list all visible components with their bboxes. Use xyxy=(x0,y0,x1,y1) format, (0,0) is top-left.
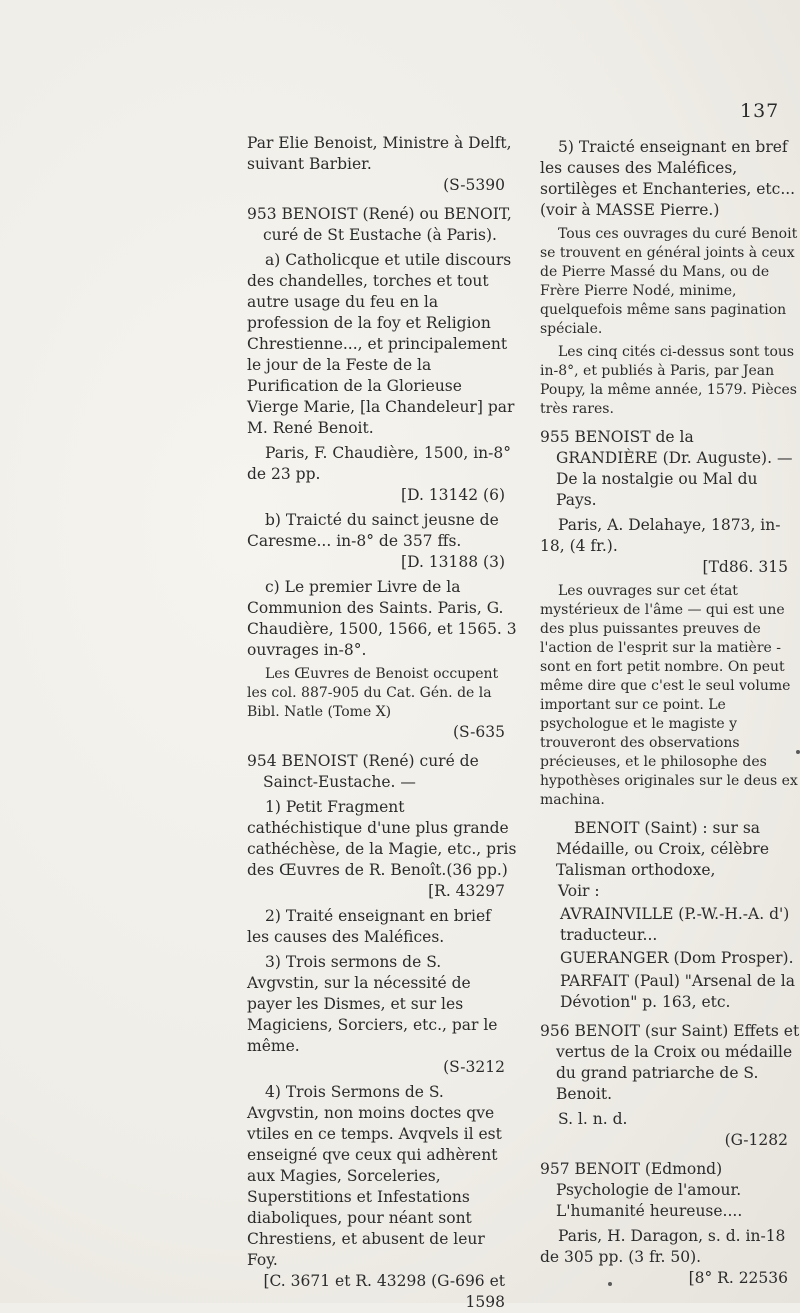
entry-954-note-1: Tous ces ouvrages du curé Benoit se trouvent en général joints à ceux de Pierre Massé du Mans, ou de Frère Pierre Nodé, minime, quelquefois même sans pagination spéciale. xyxy=(540,226,798,337)
reference: [Td86. 315 xyxy=(702,558,788,576)
reference: [D. 13188 (3) xyxy=(401,553,505,571)
entry-957-imprint: Paris, H. Daragon, s. d. in-18 de 305 pp. (3 fr. 50). xyxy=(540,1227,786,1266)
entry-955-imprint: Paris, A. Delahaye, 1873, in-18, (4 fr.). xyxy=(540,516,781,555)
reference: (S-5390 xyxy=(443,176,505,194)
entry-954-5: 5) Traicté enseignant en bref les causes des Maléfices, sortilèges et Enchanteries, etc... (voir à MASSE Pierre.) xyxy=(540,138,796,219)
reference: (G-1282 xyxy=(724,1131,788,1149)
cross-reference: GUERANGER (Dom Prosper). xyxy=(560,949,794,967)
entry-953-heading: 953 BENOIST (René) ou BENOIT, curé de St Eustache (à Paris). xyxy=(247,205,512,244)
reference: [R. 43297 xyxy=(428,882,505,900)
entry-953-b: b) Traicté du sainct jeusne de Caresme... in-8° de 357 ffs. xyxy=(247,511,499,550)
entry-954-2: 2) Traité enseignant en brief les causes des Maléfices. xyxy=(247,907,491,946)
entry-953-c: c) Le premier Livre de la Communion des Saints. Paris, G. Chaudière, 1500, 1566, et 1565. 3 ouvrages in-8°. xyxy=(247,578,517,659)
page-speck xyxy=(796,750,800,754)
right-column xyxy=(540,133,800,1289)
entry-956-imprint: S. l. n. d. xyxy=(558,1110,628,1128)
entry-954-4: 4) Trois Sermons de S. Avgvstin, non moins doctes qve vtiles en ce temps. Avqvels il est enseigné qve ceux qui adhèrent aux Magies, Sorceleries, Superstitions et Infestations diaboliques, pour néant sont Chrestiens, et abusent de leur Foy. xyxy=(247,1083,502,1269)
entry-953-note: Les Œuvres de Benoist occupent les col. 887-905 du Cat. Gén. de la Bibl. Natle (Tome X) xyxy=(247,666,499,720)
reference: (S-3212 xyxy=(443,1058,505,1076)
reference: [D. 13142 (6) xyxy=(401,486,505,504)
entry-953-a: a) Catholicque et utile discours des chandelles, torches et tout autre usage du feu en la profession de la foy et Religion Chrestienne..., et principalement le jour de la Feste de la Purification de la Glorieuse Vierge Marie, [la Chandeleur] par M. René Benoit. xyxy=(247,251,515,437)
entry-955-note: Les ouvrages sur cet état mystérieux de l'âme — qui est une des plus puissantes preuves de l'action de l'esprit sur la matière - sont en fort petit nombre. On peut même dire que c'est le seul volume important sur ce point. Le psychologue et le magiste y trouveront des observations précieuses, et le philosophe des hypothèses originales sur le deus ex machina. xyxy=(540,583,798,808)
entry-benoit-saint-heading: BENOIT (Saint) : sur sa Médaille, ou Croix, célèbre Talisman orthodoxe, xyxy=(556,819,769,879)
entry-953-a-imprint: Paris, F. Chaudière, 1500, in-8° de 23 pp. xyxy=(247,444,511,483)
reference: [8° R. 22536 xyxy=(688,1269,788,1287)
page-number: 137 xyxy=(740,100,780,122)
voir-label: Voir : xyxy=(558,882,600,900)
reference: [C. 3671 et R. 43298 (G-696 et 1598 xyxy=(263,1272,505,1311)
cross-reference: AVRAINVILLE (P.-W.-H.-A. d') traducteur... xyxy=(560,905,790,944)
entry-954-heading: 954 BENOIST (René) curé de Sainct-Eustache. — xyxy=(247,752,479,791)
entry-954-note-2: Les cinq cités ci-dessus sont tous in-8°, et publiés à Paris, par Jean Poupy, la même année, 1579. Pièces très rares. xyxy=(540,344,797,417)
entry-955-heading: 955 BENOIST de la GRANDIÈRE (Dr. Auguste). — De la nostalgie ou Mal du Pays. xyxy=(540,428,793,509)
entry-957-heading: 957 BENOIT (Edmond) Psychologie de l'amour. L'humanité heureuse.... xyxy=(540,1160,743,1220)
entry-954-1: 1) Petit Fragment cathéchistique d'une plus grande cathéchèse, de la Magie, etc., pris des Œuvres de R. Benoît.(36 pp.) xyxy=(247,798,517,879)
text-line: Par Elie Benoist, Ministre à Delft, suivant Barbier. xyxy=(247,134,512,173)
entry-956-heading: 956 BENOIT (sur Saint) Effets et vertus de la Croix ou médaille du grand patriarche de S. Benoit. xyxy=(540,1022,800,1103)
reference: (S-635 xyxy=(452,723,505,741)
page-speck xyxy=(608,1282,612,1286)
cross-reference: PARFAIT (Paul) "Arsenal de la Dévotion" p. 163, etc. xyxy=(560,972,795,1011)
left-column xyxy=(247,133,517,1313)
entry-954-3: 3) Trois sermons de S. Avgvstin, sur la nécessité de payer les Dismes, et sur les Magiciens, Sorciers, etc., par le même. xyxy=(247,953,498,1055)
